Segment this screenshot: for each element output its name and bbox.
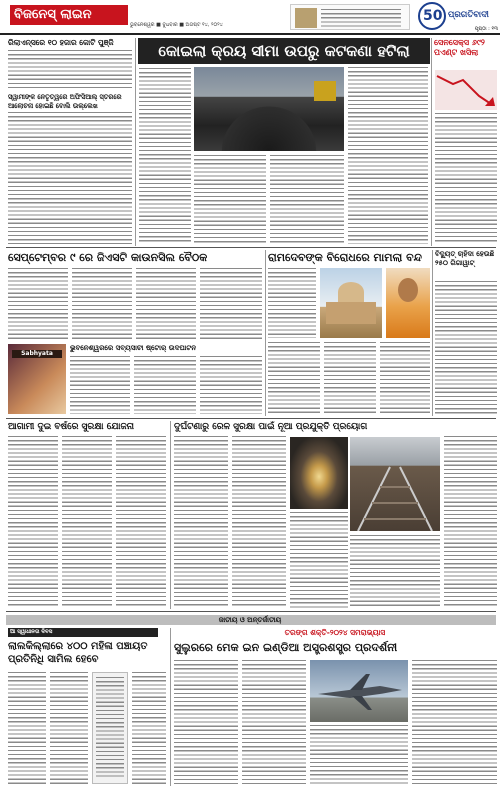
left-story-1-body xyxy=(8,50,132,90)
left-headline-1: ରିଲାଏନ୍ସରେ ୧୦ ହଜାର କୋଟି ପୁଞ୍ଜି xyxy=(8,38,114,47)
court-dome xyxy=(338,282,364,302)
gst-body-col4 xyxy=(200,268,262,340)
expo-body-col1 xyxy=(174,660,238,784)
ramdev-portrait xyxy=(386,268,430,338)
ramdev-body-col1 xyxy=(268,268,316,338)
gst-headline: ସେପ୍ଟେମ୍ବର ୯ ରେ ଜିଏସଟି କାଉନସିଲ ବୈଠକ xyxy=(8,251,208,264)
col-divider-2 xyxy=(431,38,432,246)
expo-body-col2 xyxy=(242,660,306,784)
date-line: ଭୁବନେଶ୍ୱର ■ ବୁଧବାର ■ ଅଗଷ୍ଟ ୧୪, ୨୦୨୪ xyxy=(130,22,223,28)
court-building xyxy=(326,302,376,324)
page-label: ପୃଷ୍ଠା : ୧୩ xyxy=(474,26,498,32)
tunnel-photo xyxy=(290,437,348,509)
coal-heap xyxy=(214,99,324,151)
rail-body-col3 xyxy=(290,512,348,608)
col-divider-4 xyxy=(432,250,433,416)
jubilee-number: 50 xyxy=(423,8,443,24)
left-story-2-body xyxy=(8,112,132,244)
expo-headline: ସୁଲୁରରେ ମେକ ଇନ ଇଣ୍ଡିଆ ଅସ୍ତ୍ରଶସ୍ତ୍ର ପ୍ରଦର୍ଶନୀ xyxy=(174,641,398,654)
gst-body-col2 xyxy=(72,268,132,340)
ramdev-headline: ରାମଦେବଙ୍କ ବିରୋଧରେ ମାମଲା ବନ୍ଦ xyxy=(268,251,422,264)
women-headline: ଲାଲକିଲ୍ଲାରେ ୪୦୦ ମହିଳା ପଞ୍ଚାୟତ ପ୍ରତିନିଧି ସାମିଲ ହେବେ xyxy=(8,641,148,665)
excavator xyxy=(314,81,336,101)
security-body-col1 xyxy=(8,436,58,608)
sensex-headline: ସେନସେକ୍ସ ୬୯୨ ପଏଣ୍ଟ ଖସିଲା xyxy=(434,38,485,57)
rail-headline: ଦୁର୍ଘଟଣାରୁ ରେଳ ସୁରକ୍ଷା ପାଇଁ ନୂଆ ପ୍ରଯୁକ୍ତି ପ୍ରୟୋଗ xyxy=(174,422,368,432)
pull-quote-box xyxy=(92,672,128,784)
rail-track-photo xyxy=(350,437,440,531)
lead-headline: କୋଇଲା କ୍ରୟ ସୀମା ଉପରୁ କଟକଣା ହଟିଲା xyxy=(158,42,410,60)
lead-body-col4 xyxy=(348,67,428,244)
ramdev-body-col3 xyxy=(324,342,376,414)
ad-text xyxy=(321,9,401,27)
security-body-col3 xyxy=(116,436,166,608)
gst-body-col3 xyxy=(136,268,196,340)
security-headline: ଆଗାମୀ ଦୁଇ ବର୍ଷରେ ସୁରକ୍ଷା ଯୋଜନା xyxy=(8,422,134,432)
women-body-col2 xyxy=(50,672,88,784)
power-headline: ବିଦ୍ୟୁତ୍ ଚାହିଦା ହେଉଛି ୨୫୦ ଗିଗାୱାଟ୍ xyxy=(435,250,495,267)
row2-rule xyxy=(6,418,496,419)
rail-tracks-icon xyxy=(350,437,440,531)
store-photo xyxy=(8,344,66,414)
rail-body-col1 xyxy=(174,436,228,608)
down-arrow-icon xyxy=(435,70,497,110)
lead-body-col3 xyxy=(270,155,344,244)
women-body-col3 xyxy=(132,672,166,784)
store-body-col1 xyxy=(70,356,130,414)
rail-body-col5 xyxy=(444,436,497,608)
ramdev-body-col4 xyxy=(380,342,430,414)
row1-rule xyxy=(6,247,496,248)
sensex-body xyxy=(435,113,497,244)
expo-body-col3 xyxy=(310,725,408,784)
court-photo xyxy=(320,268,382,338)
ad-portrait xyxy=(295,8,317,28)
kicker-label: ଆ ସ୍ୱାଧୀନତା ଦିବସ xyxy=(10,629,53,635)
expo-body-col4 xyxy=(412,660,497,784)
store-body-col2 xyxy=(134,356,196,414)
ad-strip xyxy=(290,4,410,30)
store-banner: Sabhyata xyxy=(12,350,62,358)
exercise-kicker: ତରଙ୍ଗ ଶକ୍ତି-୨୦୨୪ ସମରାଭ୍ୟାସ xyxy=(284,628,386,637)
coal-photo xyxy=(194,67,344,151)
jet-icon xyxy=(310,660,408,722)
lead-body-col2 xyxy=(194,155,266,244)
portrait-face xyxy=(398,278,418,302)
sensex-chart-image xyxy=(435,70,497,110)
masthead-rule xyxy=(0,33,500,35)
store-body-col3 xyxy=(200,356,262,414)
security-body-col2 xyxy=(62,436,112,608)
rail-body-col4 xyxy=(350,535,440,608)
fighter-jet-photo xyxy=(310,660,408,722)
row3-rule xyxy=(6,611,496,612)
col-divider-6 xyxy=(170,628,171,786)
col-divider-5 xyxy=(170,421,171,609)
pull-quote-text xyxy=(96,677,124,779)
section-band-label: ଜାତୀୟ ଓ ଅନ୍ତର୍ଜାତୀୟ xyxy=(218,616,282,624)
brand-name: ପ୍ରଗତିବାଦୀ xyxy=(448,10,489,20)
ramdev-body-col2 xyxy=(268,342,320,414)
section-title: ବିଜନେସ୍ ଲାଇନ xyxy=(14,7,92,22)
store-headline: ଭୁବନେଶ୍ୱରରେ ସବ୍ୟସାଚୀ ଷ୍ଟୋର୍ ଉଦଘାଟନ xyxy=(70,344,197,352)
gst-body-col1 xyxy=(8,268,68,340)
jubilee-logo xyxy=(418,2,446,30)
lead-body-col1 xyxy=(139,68,191,244)
col-divider-3 xyxy=(265,250,266,416)
power-body xyxy=(435,281,497,414)
col-divider-1 xyxy=(135,38,136,246)
left-headline-2: ସ୍ୱାମୀଙ୍କ ନେତୃତ୍ୱରେ ଅଫିସିଆଲ୍ ସ୍ତରରେ ଆଲୋଚନା ହୋଇଛି ବୋଲି ଉଲ୍ଲେଖ xyxy=(8,93,122,110)
women-body-col1 xyxy=(8,672,46,784)
rail-body-col2 xyxy=(232,436,286,608)
